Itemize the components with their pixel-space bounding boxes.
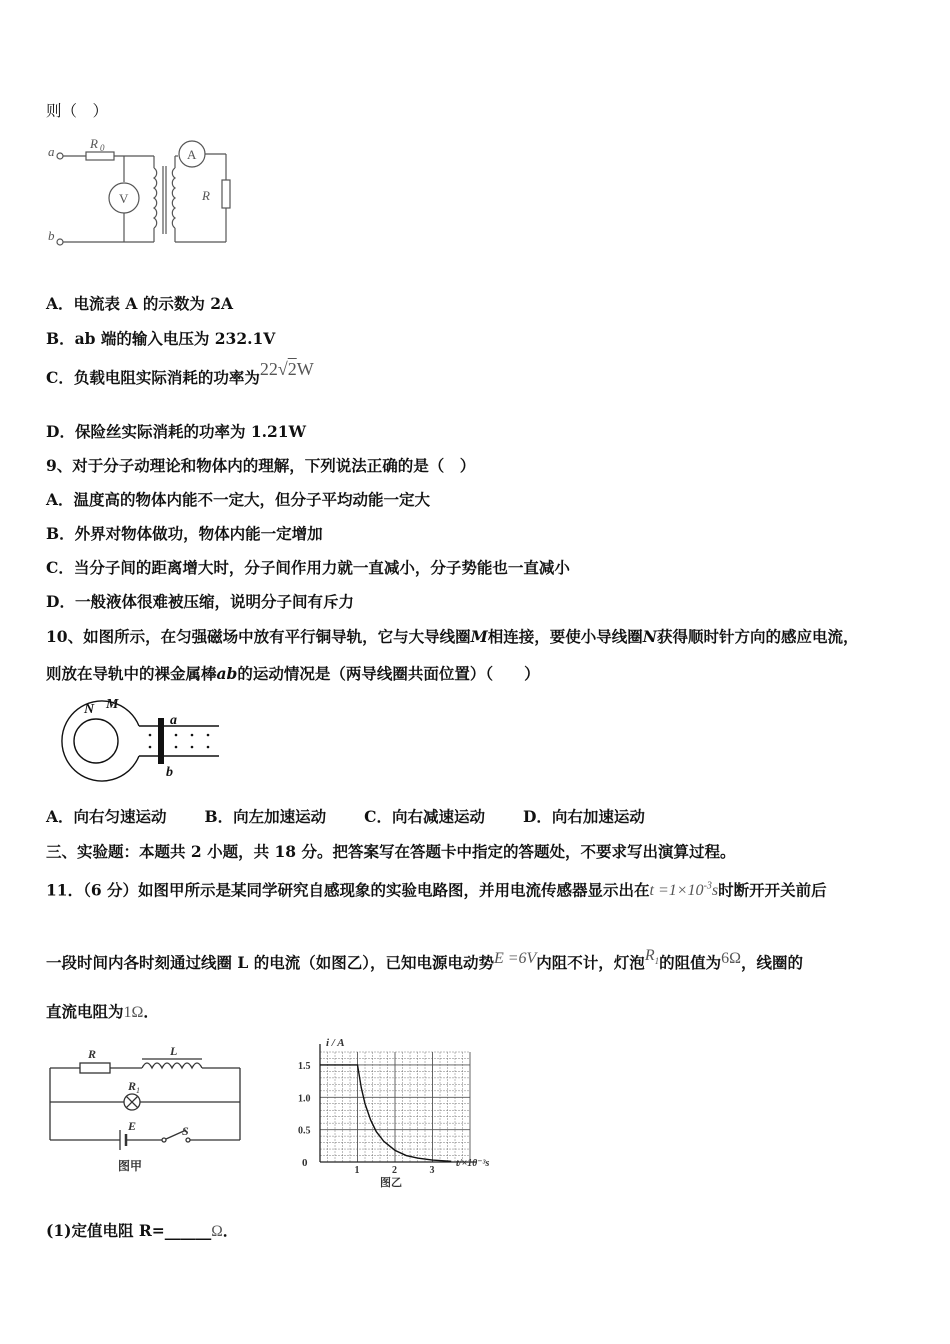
q8-option-c-value: 22√2W [259, 359, 314, 379]
q10-options [46, 807, 645, 827]
q11-coil-resistance: 1Ω [123, 1004, 144, 1021]
chart-y-axis-label: i / A [326, 1037, 345, 1049]
q8-option-b: B．ab 端的输入电压为 232.1V [46, 329, 276, 348]
circuit-R1-subscript: 1 [136, 1086, 140, 1095]
circuit-R1-label: R [128, 1079, 137, 1093]
circuit-R-label: R [88, 1047, 97, 1061]
chart-origin-label: 0 [302, 1157, 308, 1169]
load-resistor-label: R [202, 188, 210, 203]
q9-option-d: D．一般液体很难被压缩，说明分子间有斥力 [46, 592, 354, 611]
q11-circuit-figure [44, 1044, 244, 1179]
q10-stem1-b: 相连接，要使小导线圈 [487, 627, 643, 646]
q11-r1 [644, 947, 660, 967]
circuit-S-label: S [182, 1124, 189, 1138]
q10-stem1-M: M [470, 627, 488, 646]
coil-N-label: N [84, 702, 95, 717]
y-tick-label: 1.5 [298, 1060, 311, 1072]
q10-option-c: C．向右减速运动 [364, 807, 485, 826]
q8-option-c [46, 359, 314, 388]
q10-stem2-b: 的运动情况是（两导线圈共面位置）（ ） [237, 664, 540, 683]
y-tick-label: 0.5 [298, 1125, 311, 1137]
chart-x-axis-label: t/×10⁻³s [456, 1158, 490, 1169]
q11-t-expr [650, 882, 719, 899]
chart-caption: 图乙 [380, 1177, 402, 1189]
terminal-b-label: b [48, 228, 55, 243]
q11-r1-sub: 1 [654, 956, 660, 967]
q11-line2-a: 一段时间内各时刻通过线圈 L 的电流（如图乙），已知电源电动势 [46, 953, 494, 972]
q11-current-chart [296, 1034, 516, 1194]
q11-line3-a: 直流电阻为 [46, 1002, 124, 1021]
q8-option-d: D．保险丝实际消耗的功率为 1.21W [46, 422, 306, 441]
r0-subscript: 0 [100, 143, 105, 153]
q11-sub1 [46, 1221, 238, 1242]
q8-option-c-coef: 22 [259, 359, 278, 379]
q8-stem-tail: 则（ ） [46, 102, 109, 120]
q10-stem2-ab: ab [216, 664, 238, 683]
q11-sub1-b: ． [222, 1221, 239, 1240]
q10-coil-figure [44, 696, 224, 782]
q8-option-c-unit: W [296, 359, 314, 379]
q10-stem2-a: 则放在导轨中的裸金属棒 [46, 664, 217, 683]
q11-line2 [46, 947, 804, 979]
q11-line2-d: ，线圈的 [741, 953, 804, 972]
series-line-i [320, 1065, 451, 1161]
q11-line1-a: 11．（6 分）如图甲所示是某同学研究自感现象的实验电路图，并用电流传感器显示出在 [46, 880, 650, 900]
q9-stem: 9、对于分子动理论和物体内的理解，下列说法正确的是（ ） [46, 456, 476, 475]
q10-stem1-c: 获得顺时针方向的感应电流， [656, 627, 859, 646]
rod-b-label: b [166, 765, 173, 780]
q11-sub1-unit: Ω [211, 1223, 223, 1240]
q9-option-b: B．外界对物体做功，物体内能一定增加 [46, 524, 323, 543]
q11-line2-c: 的阻值为 [659, 953, 722, 972]
q10-option-d: D．向右加速运动 [522, 807, 645, 826]
q11-line2-b: 内阻不计，灯泡 [536, 953, 645, 972]
q11-line1 [46, 877, 827, 901]
q11-t-unit: s [711, 882, 719, 900]
q11-emf: E =6V [493, 950, 537, 967]
q10-stem-line2 [46, 664, 540, 684]
x-tick-label: 2 [392, 1165, 397, 1176]
chart-ticks [298, 1061, 435, 1176]
voltmeter-label: V [119, 191, 129, 206]
q11-r1-base: R [644, 947, 655, 964]
q11-sub1-a: (1)定值电阻 R= [46, 1221, 165, 1240]
q8-option-c-radicand: 2 [287, 359, 297, 379]
q9-option-a: A．温度高的物体内能不一定大，但分子平均动能一定大 [46, 490, 431, 509]
r0-label: R [90, 136, 98, 151]
figure-a-caption: 图甲 [118, 1159, 143, 1173]
q8-option-a: A．电流表 A 的示数为 2A [46, 294, 234, 313]
section3-heading: 三、实验题：本题共 2 小题，共 18 分。把答案写在答题卡中指定的答题处，不要求写出演算过程。 [46, 842, 736, 861]
chart-axes [320, 1044, 476, 1162]
q11-sub1-answer-blank[interactable]: ______ [164, 1221, 212, 1240]
chart-grid [320, 1052, 470, 1162]
coil-M-label: M [106, 697, 119, 712]
q9-option-c: C．当分子间的距离增大时，分子间作用力就一直减小，分子势能也一直减小 [46, 558, 570, 577]
q8-option-c-text: C．负载电阻实际消耗的功率为 [46, 368, 260, 387]
q11-r1-value: 6Ω [721, 950, 741, 967]
q10-option-b: B．向左加速运动 [204, 807, 327, 826]
q10-stem1-N: N [642, 627, 657, 646]
q11-line1-b: 时断开开关前后 [718, 880, 827, 900]
q11-line3 [46, 1002, 159, 1023]
chart-series [320, 1065, 451, 1161]
q10-stem-line1 [46, 627, 858, 647]
y-tick-label: 1.0 [298, 1093, 311, 1105]
q11-t-base: t =1×10 [649, 882, 704, 900]
q10-option-a: A．向右匀速运动 [46, 807, 167, 826]
ammeter-label: A [187, 147, 197, 162]
terminal-a-label: a [48, 144, 55, 159]
q10-stem1-a: 10、如图所示，在匀强磁场中放有平行铜导轨，它与大导线圈 [46, 627, 471, 646]
q11-line3-b: ． [143, 1002, 159, 1021]
circuit-E-label: E [128, 1119, 137, 1133]
x-tick-label: 3 [429, 1165, 435, 1176]
rod-a-label: a [170, 713, 177, 728]
q11-t-exp: -3 [703, 881, 712, 892]
q8-circuit-figure [44, 132, 244, 252]
circuit-L-label: L [170, 1044, 178, 1058]
x-tick-label: 1 [354, 1165, 360, 1176]
